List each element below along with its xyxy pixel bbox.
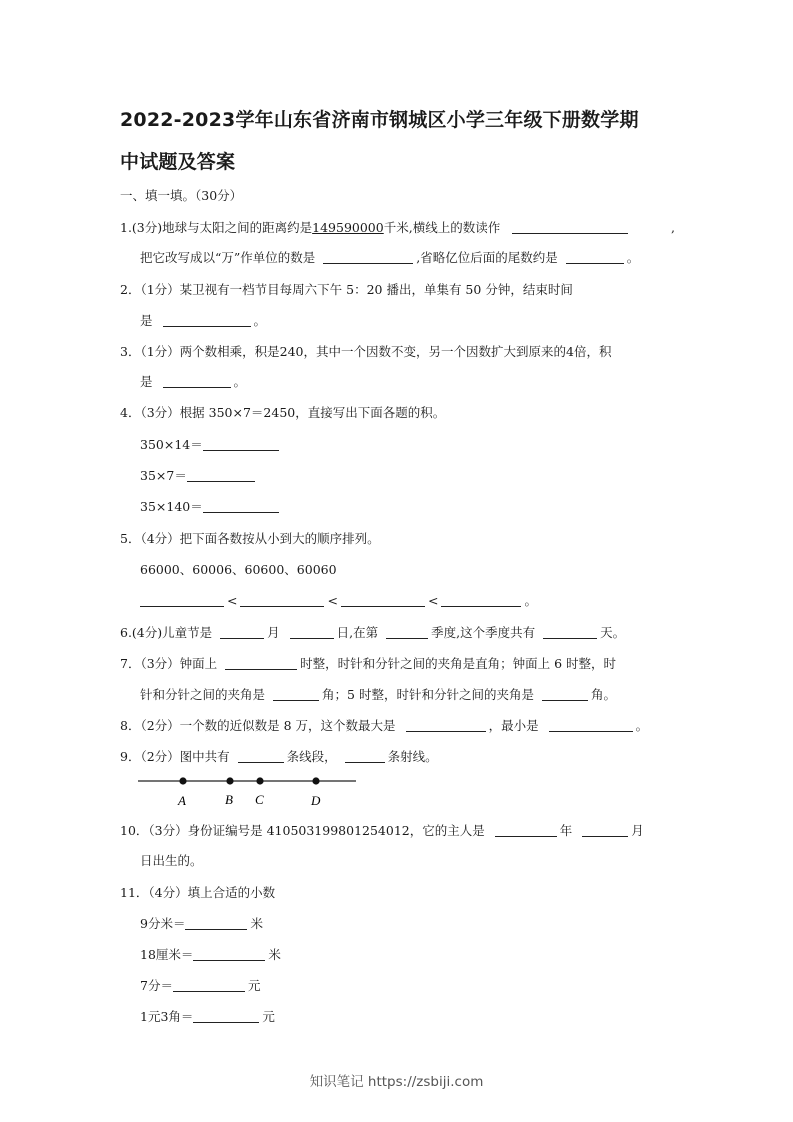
q2-text-b: 是 xyxy=(140,313,153,328)
point-d-dot xyxy=(312,777,319,784)
section-heading: 一、填一填。（30分） xyxy=(120,188,243,203)
answer-blank[interactable] xyxy=(238,749,284,763)
q11-expr-3-text: 7分＝ xyxy=(140,978,173,993)
q9-text-b: 条线段， xyxy=(286,749,337,764)
question-3-line-1: 3．（1分）两个数相乘，积是240，其中一个因数不变，另一个因数扩大到原来的4倍，积 xyxy=(120,344,612,359)
q8-text-c: 。 xyxy=(635,718,649,733)
distance-number: 149590000 xyxy=(312,220,384,235)
question-11-expr-1 xyxy=(140,915,675,933)
q7-text-a: 7．（3分）钟面上 xyxy=(120,656,218,671)
question-2-line-2 xyxy=(140,312,675,330)
q11-expr-1-text: 9分米＝ xyxy=(140,916,186,931)
less-than-sign: < xyxy=(227,593,238,608)
question-3-line-2 xyxy=(140,373,675,391)
question-5-order-line xyxy=(140,592,675,610)
answer-blank[interactable] xyxy=(345,749,385,763)
question-11-line-1: 11．（4分）填上合适的小数 xyxy=(120,885,276,900)
question-7-line-2 xyxy=(140,686,675,704)
q10-text-a: 10．（3分）身份证编号是 410503199801254012，它的主人是 xyxy=(120,823,485,838)
question-9-line-1 xyxy=(120,748,675,766)
q1-text-c: , xyxy=(671,220,675,235)
q11-expr-3-unit: 元 xyxy=(247,978,261,993)
answer-blank[interactable] xyxy=(323,250,413,264)
q4-expr-2-text: 35×7＝ xyxy=(140,468,187,483)
answer-blank[interactable] xyxy=(290,625,334,639)
q6-text-e: 天。 xyxy=(600,625,626,640)
question-6-line-1 xyxy=(120,624,675,642)
q11-expr-2-text: 18厘米＝ xyxy=(140,947,194,962)
answer-blank[interactable] xyxy=(163,313,251,327)
question-7-line-1 xyxy=(120,655,675,673)
question-11-expr-2 xyxy=(140,946,675,964)
q4-expr-3-text: 35×140＝ xyxy=(140,499,203,514)
question-10-line-1 xyxy=(120,822,675,840)
answer-blank[interactable] xyxy=(406,718,486,732)
point-b-dot xyxy=(226,777,233,784)
q11-expr-2-unit: 米 xyxy=(268,947,281,962)
answer-blank[interactable] xyxy=(386,625,428,639)
question-8-line-1 xyxy=(120,717,675,735)
point-c-dot xyxy=(256,777,263,784)
answer-blank[interactable] xyxy=(542,687,588,701)
q3-text-c: 。 xyxy=(233,374,247,389)
q6-text-c: 日,在第 xyxy=(336,625,379,640)
answer-blank[interactable] xyxy=(566,250,624,264)
q7-text-b: 时整，时针和分针之间的夹角是直角；钟面上 6 时整，时 xyxy=(300,656,617,671)
answer-blank[interactable] xyxy=(163,374,231,388)
q11-expr-4-unit: 元 xyxy=(262,1009,275,1024)
q1-text-f: 。 xyxy=(626,250,640,265)
q5-end: 。 xyxy=(524,593,537,608)
q10-text-c: 月 xyxy=(631,823,644,838)
question-11-expr-3 xyxy=(140,977,675,995)
question-2-line-1: 2．（1分）某卫视有一档节目每周六下午 5：20 播出，单集有 50 分钟，结束时间 xyxy=(120,282,573,297)
answer-blank[interactable] xyxy=(187,468,255,482)
q11-expr-4-text: 1元3角＝ xyxy=(140,1009,194,1024)
point-b-label: B xyxy=(225,792,233,807)
question-1-line-1 xyxy=(120,219,675,237)
answer-blank[interactable] xyxy=(193,947,265,961)
answer-blank[interactable] xyxy=(203,499,279,513)
q8-text-a: 8．（2分）一个数的近似数是 8 万，这个数最大是 xyxy=(120,718,396,733)
answer-blank[interactable] xyxy=(203,437,279,451)
q7-text-d: 角；5 时整，时针和分针之间的夹角是 xyxy=(322,687,534,702)
document-title-line-2: 中试题及答案 xyxy=(120,151,236,173)
footer-watermark: 知识笔记 https://zsbiji.com xyxy=(309,1074,484,1090)
point-c-label: C xyxy=(255,792,264,807)
answer-blank[interactable] xyxy=(273,687,319,701)
answer-blank[interactable] xyxy=(185,916,247,930)
answer-blank[interactable] xyxy=(193,1009,259,1023)
line-segment-figure xyxy=(138,768,358,810)
q9-text-a: 9．（2分）图中共有 xyxy=(120,749,230,764)
answer-blank[interactable] xyxy=(140,593,224,607)
q2-text-c: 。 xyxy=(253,313,267,328)
point-d-label: D xyxy=(311,793,321,808)
answer-blank[interactable] xyxy=(225,656,297,670)
q8-text-b: ，最小是 xyxy=(488,718,539,733)
q6-text-d: 季度,这个季度共有 xyxy=(431,625,536,640)
question-5-line-1: 5．（4分）把下面各数按从小到大的顺序排列。 xyxy=(120,531,380,546)
question-4-expr-2 xyxy=(140,467,675,485)
answer-blank[interactable] xyxy=(512,220,628,234)
question-10-line-2: 日出生的。 xyxy=(140,853,203,868)
q1-text-e: ,省略亿位后面的尾数约是 xyxy=(416,250,558,265)
question-4-line-1: 4．（3分）根据 350×7＝2450，直接写出下面各题的积。 xyxy=(120,405,446,420)
answer-blank[interactable] xyxy=(240,593,324,607)
answer-blank[interactable] xyxy=(173,978,245,992)
point-a-label: A xyxy=(178,793,186,808)
document-title-line-1: 2022-2023学年山东省济南市钢城区小学三年级下册数学期 xyxy=(120,109,639,131)
question-4-expr-1 xyxy=(140,436,675,454)
answer-blank[interactable] xyxy=(582,823,628,837)
question-5-numbers: 66000、60006、60600、60060 xyxy=(140,562,337,577)
answer-blank[interactable] xyxy=(441,593,521,607)
q1-text-a: 1.(3分)地球与太阳之间的距离约是 xyxy=(120,220,313,235)
q9-text-c: 条射线。 xyxy=(387,749,438,764)
q6-text-b: 月 xyxy=(267,625,280,640)
q10-text-b: 年 xyxy=(559,823,573,838)
answer-blank[interactable] xyxy=(495,823,557,837)
answer-blank[interactable] xyxy=(549,718,633,732)
question-4-expr-3 xyxy=(140,498,675,516)
q6-text-a: 6.(4分)儿童节是 xyxy=(120,625,213,640)
question-11-expr-4 xyxy=(140,1008,675,1026)
answer-blank[interactable] xyxy=(220,625,264,639)
less-than-sign: < xyxy=(427,593,439,608)
q1-text-b: 千米,横线上的数读作 xyxy=(383,220,501,235)
answer-blank[interactable] xyxy=(341,593,425,607)
q7-text-c: 针和分针之间的夹角是 xyxy=(140,687,266,702)
q4-expr-1-text: 350×14＝ xyxy=(140,437,203,452)
q3-text-b: 是 xyxy=(140,374,153,389)
q1-text-d: 把它改写成以“万”作单位的数是 xyxy=(140,250,316,265)
q11-expr-1-unit: 米 xyxy=(250,916,263,931)
question-1-line-2 xyxy=(140,249,675,267)
less-than-sign: < xyxy=(327,593,338,608)
answer-blank[interactable] xyxy=(543,625,597,639)
q7-text-e: 角。 xyxy=(590,687,616,702)
point-a-dot xyxy=(179,777,186,784)
